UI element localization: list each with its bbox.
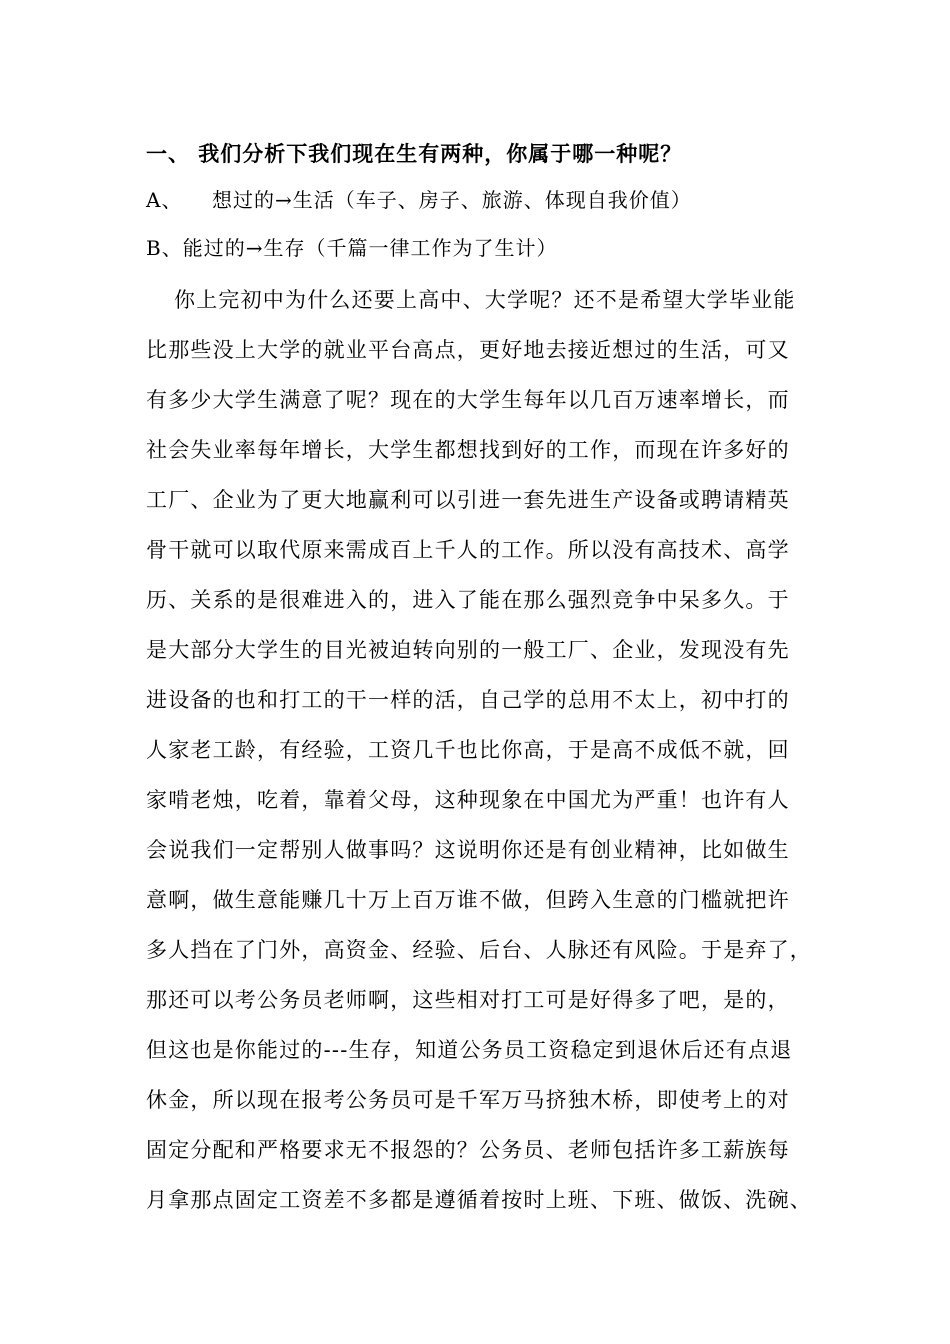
- paragraph-line: 家啃老烛，吃着，靠着父母，这种现象在中国尤为严重！也许有人: [146, 788, 790, 812]
- paragraph-line: 人家老工龄，有经验，工资几千也比你高，于是高不成低不就，回: [146, 738, 790, 762]
- paragraph-line: 但这也是你能过的---生存，知道公务员工资稳定到退休后还有点退: [146, 1038, 793, 1062]
- option-a: [146, 184, 692, 216]
- option-b-text: 能过的→生存（千篇一律工作为了生计）: [182, 236, 558, 260]
- paragraph-line: 会说我们一定帮别人做事吗？这说明你还是有创业精神，比如做生: [146, 838, 790, 862]
- paragraph-line: 多人挡在了门外，高资金、经验、后台、人脉还有风险。于是弃了，: [146, 938, 812, 962]
- paragraph-line: 工厂、企业为了更大地赢利可以引进一套先进生产设备或聘请精英: [146, 488, 790, 512]
- paragraph-line: 月拿那点固定工资差不多都是遵循着按时上班、下班、做饭、洗碗、: [146, 1188, 812, 1212]
- paragraph-line: 休金，所以现在报考公务员可是千军万马挤独木桥，即使考上的对: [146, 1088, 790, 1112]
- paragraph-line: 你上完初中为什么还要上高中、大学呢？还不是希望大学毕业能: [174, 288, 796, 312]
- paragraph-line: 是大部分大学生的目光被迫转向别的一般工厂、企业，发现没有先: [146, 638, 790, 662]
- paragraph-line: 意啊，做生意能赚几十万上百万谁不做，但跨入生意的门槛就把许: [146, 888, 790, 912]
- option-a-marker: A、: [146, 188, 183, 212]
- option-b: [146, 232, 557, 264]
- section-heading: 一、 我们分析下我们现在生有两种，你属于哪一种呢？: [146, 141, 683, 166]
- paragraph-line: 有多少大学生满意了呢？现在的大学生每年以几百万速率增长，而: [146, 388, 790, 412]
- body-paragraph: [146, 280, 826, 1230]
- paragraph-line: 固定分配和严格要求无不报怨的？公务员、老师包括许多工薪族每: [146, 1138, 790, 1162]
- paragraph-line: 进设备的也和打工的干一样的活，自己学的总用不太上，初中打的: [146, 688, 790, 712]
- paragraph-line: 骨干就可以取代原来需成百上千人的工作。所以没有高技术、高学: [146, 538, 790, 562]
- paragraph-line: 那还可以考公务员老师啊，这些相对打工可是好得多了吧，是的，: [146, 988, 790, 1012]
- option-a-text: 想过的→生活（车子、房子、旅游、体现自我价值）: [212, 188, 692, 212]
- option-b-marker: B、: [146, 236, 183, 260]
- paragraph-line: 历、关系的是很难进入的，进入了能在那么强烈竞争中呆多久。于: [146, 588, 790, 612]
- paragraph-line: 社会失业率每年增长，大学生都想找到好的工作，而现在许多好的: [146, 438, 790, 462]
- paragraph-line: 比那些没上大学的就业平台高点，更好地去接近想过的生活，可又: [146, 338, 790, 362]
